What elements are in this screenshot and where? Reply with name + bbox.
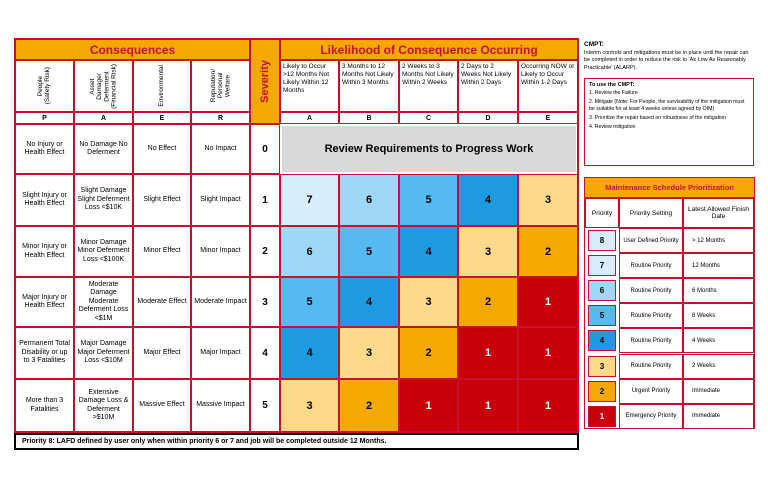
schedule-setting: Routine Priority [619, 303, 683, 328]
consequence-cell: Minor Injury or Health Effect [15, 226, 74, 277]
severity-header [250, 39, 280, 124]
risk-cell: 1 [458, 327, 518, 379]
severity-value: 0 [250, 124, 280, 174]
schedule-priority: 5 [588, 305, 616, 326]
schedule-priority: 4 [588, 330, 616, 351]
schedule-setting: Urgent Priority [619, 379, 683, 404]
likelihood-column-text: 3 Months to 12 Months Not Likely Within 3 Months [339, 60, 399, 112]
schedule-finish: 12 Months [683, 253, 754, 278]
consequence-cell: Major Damage Major Deferment Loss <$10M [74, 327, 133, 379]
risk-cell: 4 [280, 327, 339, 379]
consequence-cell: Extensive Damage Loss & Deferment >$10M [74, 379, 133, 432]
severity-value: 4 [250, 327, 280, 379]
cmpt-step: 4. Review mitigation [589, 124, 636, 131]
schedule-finish: 2 Weeks [683, 354, 754, 379]
likelihood-column-text: 2 Weeks to 3 Months Not Likely Within 2 Weeks [399, 60, 458, 112]
consequence-cell: No Effect [133, 124, 191, 174]
risk-cell: 2 [458, 277, 518, 327]
severity-label: Severity [259, 60, 271, 103]
category-letter: R [191, 112, 250, 124]
consequence-cell: No Impact [191, 124, 250, 174]
risk-cell: 1 [518, 327, 578, 379]
risk-cell: 3 [280, 379, 339, 432]
risk-cell: 4 [399, 226, 458, 277]
consequence-cell: Slight Damage Slight Deferment Loss <$10K [74, 174, 133, 226]
schedule-setting: Routine Priority [619, 278, 683, 303]
likelihood-letter: C [399, 112, 458, 124]
category-letter: A [74, 112, 133, 124]
schedule-finish: Immediate [683, 404, 754, 429]
category-letter: E [133, 112, 191, 124]
cmpt-step: 1. Review the Failure [589, 90, 638, 97]
consequence-cell: Minor Effect [133, 226, 191, 277]
schedule-finish: 8 Weeks [683, 303, 754, 328]
risk-cell: 1 [399, 379, 458, 432]
schedule-header: Priority [585, 198, 619, 228]
schedule-finish: Immediate [683, 379, 754, 404]
consequence-cell: Slight Impact [191, 174, 250, 226]
category-header [74, 60, 133, 112]
category-header [133, 60, 191, 112]
risk-cell: 4 [339, 277, 399, 327]
schedule-setting: Routine Priority [619, 328, 683, 353]
risk-cell: 3 [518, 174, 578, 226]
cmpt-step: 2. Mitigate (Note: For People, the survivability of the mitigation must be suitable for at least 4 weeks unless agreed by OIM) [589, 99, 745, 113]
risk-cell: 1 [518, 379, 578, 432]
likelihood-column-text: 2 Days to 2 Weeks Not Likely Within 2 Days [458, 60, 518, 112]
schedule-priority: 2 [588, 381, 616, 402]
schedule-header: Latest Allowed Finish Date [683, 198, 754, 228]
risk-cell: 6 [280, 226, 339, 277]
consequence-cell: Moderate Impact [191, 277, 250, 327]
schedule-priority: 3 [588, 356, 616, 377]
consequence-cell: Major Injury or Health Effect [15, 277, 74, 327]
likelihood-column-text: Occurring NOW or Likely to Occur Within 1-2 Days [518, 60, 578, 112]
likelihood-letter: B [339, 112, 399, 124]
schedule-setting: Routine Priority [619, 354, 683, 379]
consequence-cell: Massive Impact [191, 379, 250, 432]
likelihood-column-text: Likely to Occur >12 Months Not Likely Within 12 Months [280, 60, 339, 112]
schedule-priority: 1 [588, 406, 616, 427]
risk-cell: 5 [339, 226, 399, 277]
likelihood-header: Likelihood of Consequence Occurring [280, 39, 578, 60]
category-header [191, 60, 250, 112]
likelihood-letter: D [458, 112, 518, 124]
risk-cell: 3 [339, 327, 399, 379]
category-header [15, 60, 74, 112]
risk-cell: 2 [339, 379, 399, 432]
consequences-header: Consequences [15, 39, 250, 60]
consequence-cell: Massive Effect [133, 379, 191, 432]
schedule-finish: > 12 Months [683, 228, 754, 253]
cmpt-title: CMPT: [584, 41, 604, 48]
consequence-cell: More than 3 Fatalities [15, 379, 74, 432]
risk-cell: 7 [280, 174, 339, 226]
category-label: Reputation/ Personal Welfare [209, 69, 232, 103]
cmpt-use-title: To use the CMPT: [589, 82, 635, 89]
risk-cell: 3 [458, 226, 518, 277]
schedule-finish: 4 Weeks [683, 328, 754, 353]
consequence-cell: Moderate Effect [133, 277, 191, 327]
footer-note: Priority 8: LAFD defined by user only when within priority 6 or 7 and job will be completed outside 12 Months. [14, 433, 579, 450]
severity-value: 5 [250, 379, 280, 432]
consequence-cell: Slight Effect [133, 174, 191, 226]
schedule-priority: 7 [588, 255, 616, 276]
schedule-setting: Routine Priority [619, 253, 683, 278]
risk-cell: 1 [518, 277, 578, 327]
schedule-priority: 8 [588, 230, 616, 251]
consequence-cell: Major Effect [133, 327, 191, 379]
risk-cell: 5 [399, 174, 458, 226]
cmpt-body: Interim controls and mitigations must be in place until the repair can be completed in order to reduce the risk to 'As Low As Reasonably Practicable' (ALARP). [584, 50, 749, 71]
risk-cell: 1 [458, 379, 518, 432]
consequence-cell: Permanent Total Disability or up to 3 Fatalities [15, 327, 74, 379]
schedule-header: Priority Setting [619, 198, 683, 228]
cmpt-box [584, 38, 754, 178]
schedule-title: Maintenance Schedule Prioritization [585, 178, 754, 198]
schedule-setting: User Defined Priority [619, 228, 683, 253]
consequence-cell: Major Impact [191, 327, 250, 379]
consequence-cell: No Injury or Health Effect [15, 124, 74, 174]
review-requirements-cell: Review Requirements to Progress Work [282, 126, 576, 172]
cmpt-step: 3. Prioritize the repair based on robustness of the mitigation [589, 115, 726, 122]
schedule-setting: Emergency Priority [619, 404, 683, 429]
category-label: People (Safety Risk) [37, 67, 52, 105]
category-letter: P [15, 112, 74, 124]
risk-cell: 2 [518, 226, 578, 277]
risk-cell: 3 [399, 277, 458, 327]
severity-value: 3 [250, 277, 280, 327]
risk-cell: 4 [458, 174, 518, 226]
consequence-cell: Minor Impact [191, 226, 250, 277]
consequence-cell: Minor Damage Minor Deferment Loss <$100K [74, 226, 133, 277]
consequence-cell: No Damage No Deferment [74, 124, 133, 174]
consequence-cell: Slight Injury or Health Effect [15, 174, 74, 226]
risk-cell: 6 [339, 174, 399, 226]
category-label: Environmental [158, 65, 166, 107]
schedule-priority: 6 [588, 280, 616, 301]
risk-cell: 2 [399, 327, 458, 379]
cmpt-steps [584, 78, 754, 166]
severity-value: 2 [250, 226, 280, 277]
category-label: Asset Damage/ Deferment (Financial Risk) [89, 63, 118, 109]
severity-value: 1 [250, 174, 280, 226]
consequence-cell: Moderate Damage Moderate Deferment Loss <$1M [74, 277, 133, 327]
likelihood-letter: E [518, 112, 578, 124]
schedule-finish: 6 Months [683, 278, 754, 303]
likelihood-letter: A [280, 112, 339, 124]
risk-cell: 5 [280, 277, 339, 327]
